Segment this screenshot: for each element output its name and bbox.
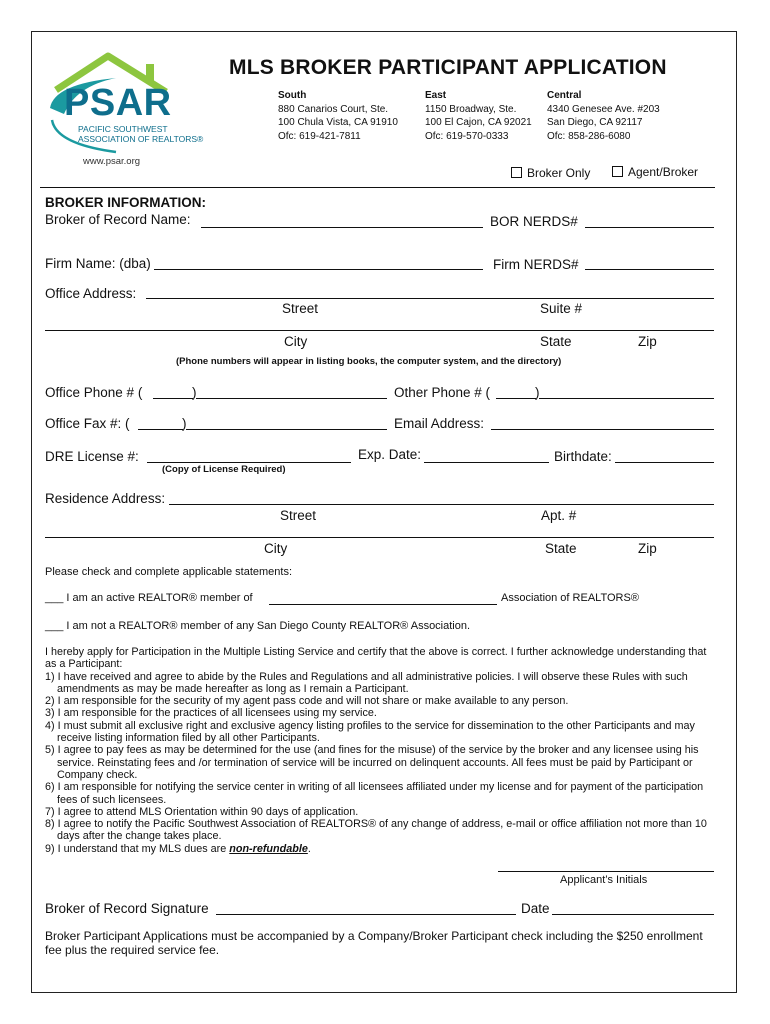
- residence-state-caption: State: [545, 541, 577, 556]
- broker-only-label: Broker Only: [527, 166, 591, 180]
- office-line1: 4340 Genesee Ave. #203: [547, 103, 660, 115]
- office-line2: 100 Chula Vista, CA 91910: [278, 117, 398, 128]
- bor-nerds-field[interactable]: [585, 227, 714, 228]
- initials-label: Applicant’s Initials: [560, 874, 648, 886]
- birthdate-label: Birthdate:: [554, 449, 612, 464]
- zip-caption: Zip: [638, 334, 657, 349]
- agreement-item-2: 2) I am responsible for the security of my agent pass code and will not share or make available to any person.: [45, 695, 569, 708]
- agreement-item-9: [45, 843, 715, 855]
- section-heading: BROKER INFORMATION:: [45, 195, 206, 210]
- agreement-text: [45, 646, 715, 855]
- non-refundable-emphasis: non-refundable: [229, 842, 308, 855]
- state-caption: State: [540, 334, 572, 349]
- street-caption: Street: [282, 301, 319, 316]
- residence-city-caption: City: [264, 541, 288, 556]
- agreement-item-8: 8) I agree to notify the Pacific Southwest Association of REALTORS® of any change of address, e-mail or office affiliation not more than 10 days after the change takes place.: [45, 818, 707, 843]
- agreement-item-6: 6) I am responsible for notifying the service center in writing of all licensees affiliated under my license and for payment of the participation fees of such licensees.: [45, 781, 704, 806]
- office-street-field[interactable]: [146, 298, 714, 299]
- office-phone: Ofc: 858-286-6080: [547, 130, 631, 142]
- residence-city-field[interactable]: [45, 537, 714, 538]
- office-phone: Ofc: 619-421-7811: [278, 130, 361, 142]
- suite-caption: Suite #: [540, 301, 583, 316]
- residence-street-caption: Street: [280, 508, 317, 523]
- firm-name-field[interactable]: [154, 269, 483, 270]
- firm-name-label: Firm Name: (dba): [45, 256, 151, 271]
- office-phone-label: Office Phone # (: [45, 385, 143, 400]
- residence-zip-caption: Zip: [638, 541, 657, 556]
- bor-name-label: Broker of Record Name:: [45, 212, 191, 227]
- item9-pre: 9) I understand that my MLS dues are: [45, 842, 227, 855]
- psar-logo: [46, 52, 206, 157]
- city-caption: City: [284, 334, 308, 349]
- signature-label: Broker of Record Signature: [45, 901, 209, 916]
- office-city-field[interactable]: [45, 330, 714, 331]
- logo-line1: PACIFIC SOUTHWEST: [78, 124, 168, 134]
- check-statements-text: Please check and complete applicable statements:: [45, 566, 293, 578]
- other-phone-area-field[interactable]: [496, 398, 536, 399]
- apt-caption: Apt. #: [541, 508, 577, 523]
- office-name: Central: [547, 90, 582, 101]
- agent-broker-label: Agent/Broker: [628, 165, 699, 179]
- email-field[interactable]: [491, 429, 714, 430]
- firm-nerds-label: Firm NERDS#: [493, 257, 579, 272]
- office-east: [425, 89, 532, 143]
- office-name: South: [278, 90, 307, 101]
- not-realtor-statement[interactable]: ___ I am not a REALTOR® member of any San Diego County REALTOR® Association.: [45, 620, 471, 632]
- realtor-member-post: Association of REALTORS®: [501, 592, 639, 604]
- office-phone: Ofc: 619-570-0333: [425, 130, 509, 142]
- office-fax-area-field[interactable]: [138, 429, 183, 430]
- realtor-member-statement[interactable]: [45, 592, 253, 604]
- page-title: MLS BROKER PARTICIPANT APPLICATION: [229, 56, 667, 79]
- dre-license-field[interactable]: [147, 462, 351, 463]
- bor-name-field[interactable]: [201, 227, 483, 228]
- association-name-field[interactable]: [269, 604, 497, 605]
- realtor-member-pre: ___ I am an active REALTOR® member of: [45, 592, 253, 604]
- office-phone-close: ): [192, 385, 197, 400]
- office-name: East: [425, 90, 447, 101]
- agreement-intro: I hereby apply for Participation in the Multiple Listing Service and certify that the above is correct. I further acknowledge understanding that as a Participant:: [45, 646, 707, 671]
- office-line1: 880 Canarios Court, Ste.: [278, 103, 389, 115]
- exp-date-field[interactable]: [424, 462, 549, 463]
- office-central: [547, 89, 660, 143]
- agreement-item-7: 7) I agree to attend MLS Orientation within 90 days of application.: [45, 805, 359, 818]
- broker-only-checkbox[interactable]: [511, 167, 522, 178]
- phone-note: (Phone numbers will appear in listing books, the computer system, and the directory): [176, 356, 562, 367]
- agreement-item-3: 3) I am responsible for the practices of all licensees using my service.: [45, 707, 377, 720]
- office-line2: San Diego, CA 92117: [547, 117, 643, 128]
- signature-field[interactable]: [216, 914, 516, 915]
- agent-broker-checkbox[interactable]: [612, 166, 623, 177]
- other-phone-close: ): [535, 385, 540, 400]
- exp-date-label: Exp. Date:: [358, 447, 422, 462]
- license-note: (Copy of License Required): [162, 464, 286, 475]
- logo-brand: PSAR: [64, 82, 172, 124]
- residence-street-field[interactable]: [169, 504, 714, 505]
- other-phone-label: Other Phone # (: [394, 385, 491, 400]
- item9-post: .: [307, 842, 311, 855]
- bor-nerds-label: BOR NERDS#: [490, 214, 578, 229]
- footer-note: Broker Participant Applications must be accompanied by a Company/Broker Participant check including the $250 enrollment fee plus the required service fee.: [45, 929, 703, 957]
- header-divider: [40, 187, 715, 188]
- agreement-item-1: 1) I have received and agree to abide by the Rules and Regulations and all administrative policies. I will observe these Rules with such amendments as may be made hereafter as long as I remain a Participant.: [45, 670, 688, 695]
- office-phone-field[interactable]: [196, 398, 387, 399]
- other-phone-field[interactable]: [539, 398, 714, 399]
- email-label: Email Address:: [394, 416, 485, 431]
- logo-line2: ASSOCIATION OF REALTORS®: [78, 134, 204, 144]
- initials-field[interactable]: [498, 871, 714, 872]
- office-fax-close: ): [182, 416, 187, 431]
- office-south: [278, 89, 398, 143]
- date-label: Date: [521, 901, 550, 916]
- residence-address-label: Residence Address:: [45, 491, 166, 506]
- firm-nerds-field[interactable]: [585, 269, 714, 270]
- office-fax-field[interactable]: [186, 429, 387, 430]
- birthdate-field[interactable]: [615, 462, 714, 463]
- broker-only-option[interactable]: [511, 166, 590, 180]
- date-field[interactable]: [552, 914, 714, 915]
- office-phone-area-field[interactable]: [153, 398, 193, 399]
- agreement-item-4: 4) I must submit all exclusive right and exclusive agency listing profiles to the service for dissemination to the other Participants and may receive listing information filed by all other Participants.: [45, 719, 695, 745]
- office-fax-label: Office Fax #: (: [45, 416, 130, 431]
- agreement-item-5: 5) I agree to pay fees as may be determined for the use (and fines for the misuse) of the service by the broker and any licensee using his service. Reinstating fees and /or termination of service will be incurred on delinquent accounts. All fees must be paid by Participant or Company check.: [45, 744, 699, 781]
- office-line1: 1150 Broadway, Ste.: [425, 103, 517, 115]
- website: www.psar.org: [83, 156, 141, 167]
- office-address-label: Office Address:: [45, 286, 137, 301]
- office-line2: 100 El Cajon, CA 92021: [425, 117, 532, 128]
- agent-broker-option[interactable]: [612, 165, 698, 179]
- dre-license-label: DRE License #:: [45, 449, 139, 464]
